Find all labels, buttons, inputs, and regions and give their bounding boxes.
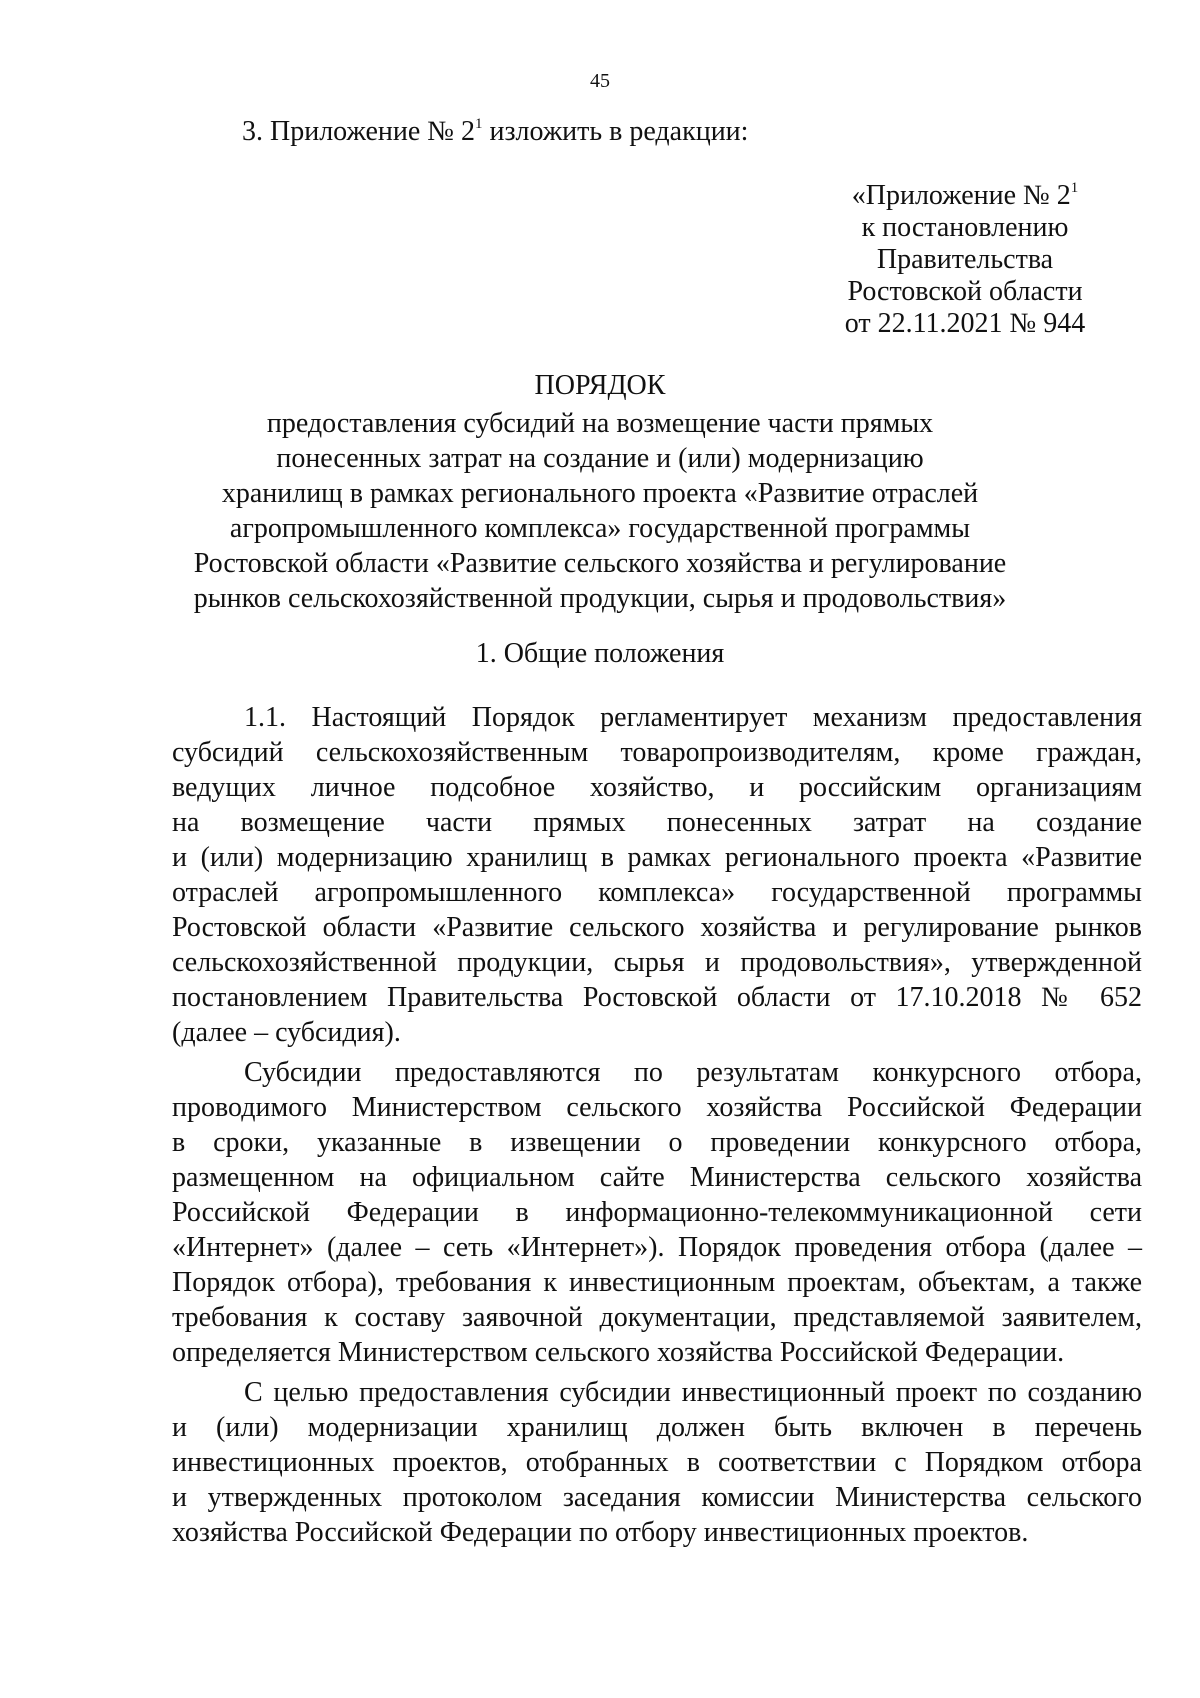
paragraph-line: размещенном на официальном сайте Министерства сельского хозяйства [172, 1162, 1142, 1193]
paragraph-line: сельскохозяйственной продукции, сырья и продовольствия», утвержденной [172, 947, 1142, 978]
paragraph-line: Субсидии предоставляются по результатам конкурсного отбора, [244, 1057, 1142, 1088]
paragraph-line: С целью предоставления субсидии инвестиционный проект по созданию [244, 1377, 1142, 1408]
paragraph-line: в сроки, указанные в извещении о проведении конкурсного отбора, [172, 1127, 1142, 1158]
annex-line-4: Ростовской области [847, 276, 1083, 307]
document-subtitle [180, 406, 1020, 616]
paragraph-line: и утвержденных протоколом заседания комиссии Министерства сельского [172, 1482, 1142, 1513]
paragraph-line: определяется Министерством сельского хозяйства Российской Федерации. [172, 1337, 1065, 1368]
subtitle-line: агропромышленного комплекса» государственной программы [229, 513, 971, 544]
annex-line-3: Правительства [876, 244, 1054, 275]
paragraph-line: отраслей агропромышленного комплекса» государственной программы [172, 877, 1142, 908]
paragraph-2 [172, 1055, 1142, 1370]
subtitle-line: хранилищ в рамках регионального проекта «Развитие отраслей [221, 478, 979, 509]
annex-line-5: от 22.11.2021 № 944 [844, 308, 1086, 339]
paragraph-line: 1.1. Настоящий Порядок регламентирует механизм предоставления [244, 702, 1142, 733]
annex-line-1-text: «Приложение № 2 [851, 180, 1071, 211]
paragraph-line: и (или) модернизации хранилищ должен быть включен в перечень [172, 1412, 1142, 1443]
document-title: ПОРЯДОК [534, 370, 666, 401]
paragraph-line: и (или) модернизацию хранилищ в рамках регионального проекта «Развитие [172, 842, 1142, 873]
subtitle-line: предоставления субсидий на возмещение части прямых [266, 408, 934, 439]
paragraph-line: хозяйства Российской Федерации по отбору инвестиционных проектов. [172, 1517, 1029, 1548]
paragraph-3 [172, 1375, 1142, 1550]
paragraph-1 [172, 700, 1142, 1050]
annex-line-2: к постановлению [861, 212, 1069, 243]
paragraph-line: ведущих личное подсобное хозяйство, и российским организациям [172, 772, 1142, 803]
paragraph-line: на возмещение части прямых понесенных затрат на создание [172, 807, 1142, 838]
paragraph-line: постановлением Правительства Ростовской области от 17.10.2018 № 652 [172, 982, 1142, 1013]
annex-line-1-superscript: 1 [1070, 180, 1079, 196]
annex-line-1 [840, 180, 1090, 212]
paragraph-line: требования к составу заявочной документации, представляемой заявителем, [172, 1302, 1142, 1333]
paragraph-line: проводимого Министерством сельского хозяйства Российской Федерации [172, 1092, 1142, 1123]
amendment-text-before: 3. Приложение № 2 [242, 116, 475, 147]
paragraph-line: Российской Федерации в информационно-телекоммуникационной сети [172, 1197, 1142, 1228]
paragraph-line: инвестиционных проектов, отобранных в соответствии с Порядком отбора [172, 1447, 1142, 1478]
amendment-superscript: 1 [475, 116, 483, 132]
paragraph-line: субсидий сельскохозяйственным товаропроизводителям, кроме граждан, [172, 737, 1142, 768]
annex-header [840, 180, 1090, 340]
page-number: 45 [590, 70, 610, 92]
paragraph-line: Ростовской области «Развитие сельского хозяйства и регулирование рынков [172, 912, 1142, 943]
paragraph-line: «Интернет» (далее – сеть «Интернет»). Порядок проведения отбора (далее – [172, 1232, 1142, 1263]
paragraph-line: Порядок отбора), требования к инвестиционным проектам, объектам, а также [172, 1267, 1142, 1298]
paragraph-line: (далее – субсидия). [172, 1017, 401, 1048]
section-heading: 1. Общие положения [475, 638, 725, 669]
subtitle-line: понесенных затрат на создание и (или) модернизацию [276, 443, 924, 474]
amendment-instruction [242, 116, 748, 148]
subtitle-line: рынков сельскохозяйственной продукции, сырья и продовольствия» [193, 583, 1007, 614]
subtitle-line: Ростовской области «Развитие сельского хозяйства и регулирование [193, 548, 1007, 579]
amendment-text-after: изложить в редакции: [482, 116, 749, 147]
